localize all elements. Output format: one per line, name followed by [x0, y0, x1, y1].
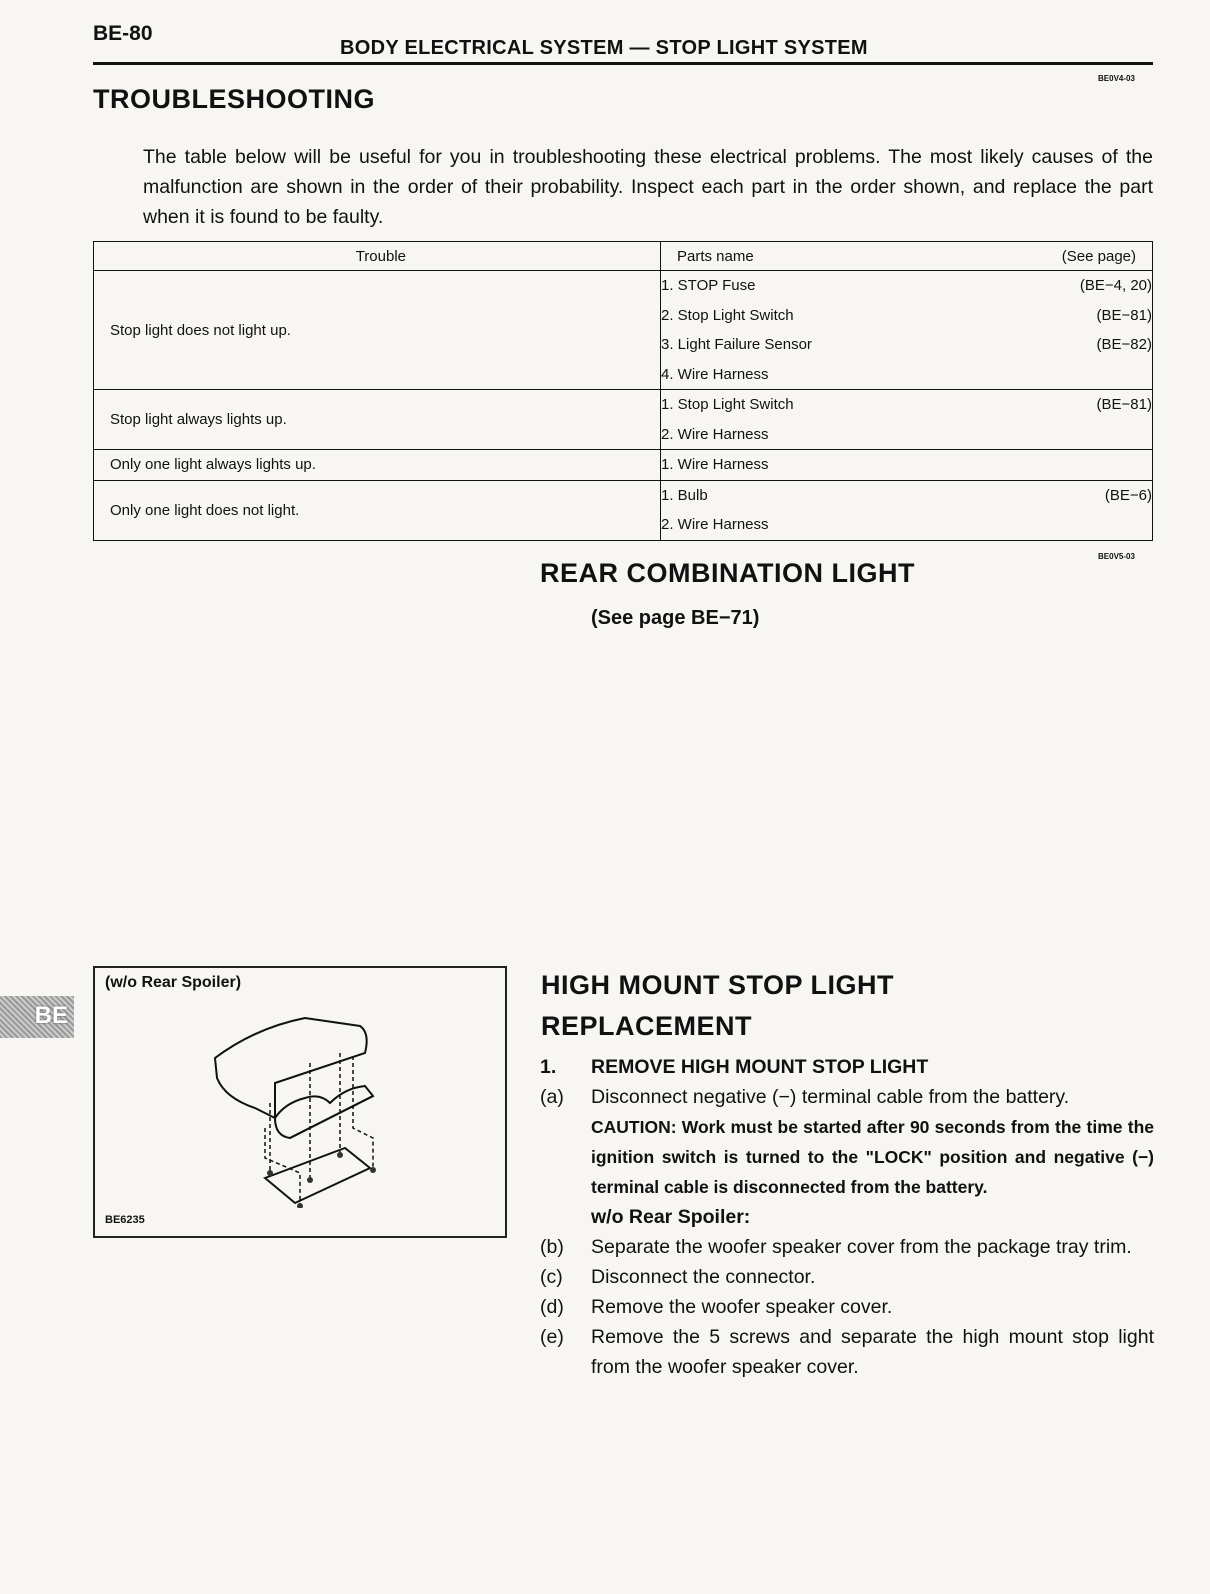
troubleshooting-table: [93, 241, 1153, 541]
figure-title: (w/o Rear Spoiler): [105, 974, 242, 991]
header-trouble: Trouble: [94, 242, 661, 271]
part-item: [661, 510, 1152, 540]
table-row: [94, 450, 1153, 481]
part-page-ref: (BE−81): [1096, 306, 1152, 324]
caution-note: CAUTION: Work must be started after 90 seconds from the time the ignition switch is turned to the "LOCK" position and negative (−) terminal cable is disconnected from the battery.: [591, 1117, 1154, 1197]
part-page-ref: (BE−4, 20): [1079, 277, 1152, 295]
step-e: (e) Remove the 5 screws and separate the high mount stop light from the woofer speaker cover.: [540, 1326, 1154, 1378]
section-tab: BE: [0, 996, 74, 1038]
stop-light-diagram: [195, 1008, 485, 1208]
table-header: [94, 242, 1153, 271]
subheading-no-spoiler: w/o Rear Spoiler:: [591, 1206, 751, 1228]
step-b: (b) Separate the woofer speaker cover from the package tray trim.: [540, 1236, 1132, 1258]
running-title: BODY ELECTRICAL SYSTEM — STOP LIGHT SYSTEM: [340, 37, 868, 59]
intro-paragraph: The table below will be useful for you in troubleshooting these electrical problems. The most likely causes of the malfunction are shown in the order of their probability. Inspect each part in the order shown, and replace the part when it is found to be faulty.: [143, 146, 1153, 228]
troubleshooting-heading: TROUBLESHOOTING: [93, 84, 375, 114]
step-1: 1. REMOVE HIGH MOUNT STOP LIGHT: [540, 1056, 929, 1078]
table-row: [94, 271, 1153, 390]
figure-code: BE6235: [105, 1214, 145, 1226]
part-item: [661, 271, 1152, 301]
part-item: [661, 481, 1152, 511]
part-name: 2. Stop Light Switch: [661, 306, 794, 324]
part-item: [661, 390, 1152, 420]
part-name: 1. Stop Light Switch: [661, 396, 794, 414]
table-row: [94, 480, 1153, 540]
part-name: 2. Wire Harness: [661, 516, 769, 534]
section-code: BE0V4-03: [1098, 74, 1135, 83]
part-name: 1. Wire Harness: [661, 456, 769, 474]
part-page-ref: (BE−81): [1096, 396, 1152, 414]
part-item: [661, 301, 1152, 331]
replacement-steps: [540, 1052, 1154, 1382]
table-row: [94, 390, 1153, 450]
part-item: [661, 330, 1152, 360]
part-page-ref: (BE−6): [1104, 486, 1152, 504]
part-name: 1. Bulb: [661, 486, 708, 504]
trouble-cell: Stop light does not light up.: [94, 271, 661, 390]
step-c: (c) Disconnect the connector.: [540, 1266, 816, 1288]
see-page-ref: (See page BE−71): [591, 607, 760, 629]
step-d: (d) Remove the woofer speaker cover.: [540, 1296, 893, 1318]
part-item: [661, 360, 1152, 390]
trouble-cell: Only one light does not light.: [94, 480, 661, 540]
part-name: 2. Wire Harness: [661, 425, 769, 443]
step-a: (a) Disconnect negative (−) terminal cable from the battery.: [540, 1086, 1070, 1108]
part-page-ref: (BE−82): [1096, 336, 1152, 354]
figure-box: [93, 966, 507, 1238]
header-rule: [93, 62, 1153, 65]
replacement-heading: HIGH MOUNT STOP LIGHT REPLACEMENT: [541, 970, 895, 1041]
part-page-ref: [993, 360, 1152, 390]
part-name: 1. STOP Fuse: [661, 277, 756, 295]
header-parts: Parts name: [677, 247, 754, 265]
part-item: [661, 450, 1152, 480]
part-page-ref: [1007, 420, 1152, 450]
trouble-cell: Only one light always lights up.: [94, 450, 661, 481]
part-page-ref: [1002, 510, 1152, 540]
part-name: 4. Wire Harness: [661, 365, 769, 383]
page-number: BE-80: [93, 22, 153, 45]
header-see-page: (See page): [1061, 247, 1136, 265]
part-name: 3. Light Failure Sensor: [661, 336, 812, 354]
trouble-cell: Stop light always lights up.: [94, 390, 661, 450]
rear-combination-heading: REAR COMBINATION LIGHT: [540, 558, 915, 588]
part-item: [661, 420, 1152, 450]
section-code: BE0V5-03: [1098, 552, 1135, 561]
